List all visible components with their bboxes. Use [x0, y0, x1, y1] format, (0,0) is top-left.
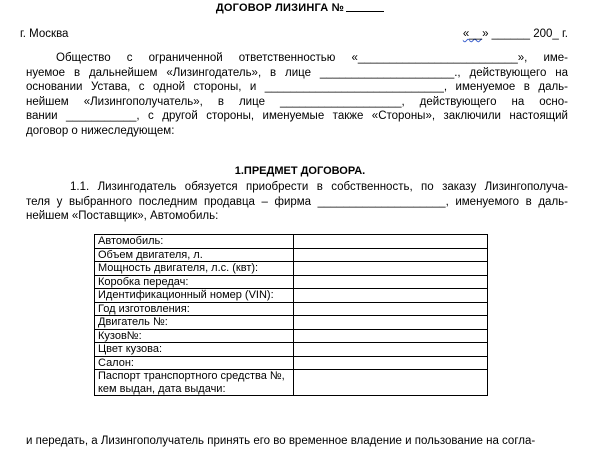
spec-value[interactable]: [294, 248, 488, 262]
spec-label: Год изготовления:: [95, 302, 294, 316]
clause-1-1: [26, 180, 568, 224]
spec-value[interactable]: [294, 316, 488, 330]
preamble-line: вании ___________, с другой стороны, именуемые также «Стороны», заключили настоящий: [26, 110, 568, 123]
section-1-heading: 1.ПРЕДМЕТ ДОГОВОРА.: [234, 165, 366, 177]
table-row: [95, 275, 488, 289]
preamble-line: нуемое в дальнейшем «Лизингодатель», в лице _____________________., действующего на: [26, 66, 568, 79]
spec-value[interactable]: [294, 235, 488, 249]
preamble-line: договор о нижеследующем:: [26, 124, 175, 137]
table-row: [95, 316, 488, 330]
spec-label: Автомобиль:: [95, 235, 294, 249]
spec-value[interactable]: [294, 289, 488, 303]
spec-label: Салон:: [95, 356, 294, 370]
spec-label: Цвет кузова:: [95, 343, 294, 357]
spec-value[interactable]: [294, 275, 488, 289]
preamble-paragraph: [26, 51, 568, 139]
table-row: [95, 329, 488, 343]
clause-line: теля у выбранного последним продавца – фирма ____________________, именуемого в даль-: [26, 195, 568, 208]
date-day-blank: «__: [462, 28, 483, 40]
table-row: [95, 235, 488, 249]
spec-value[interactable]: [294, 302, 488, 316]
spec-value[interactable]: [294, 370, 488, 396]
clause-line: 1.1. Лизингодатель обязуется приобрести в собственность, по заказу Лизингополуча-: [70, 181, 568, 193]
vehicle-spec-table: [94, 234, 488, 396]
table-row: [95, 370, 488, 396]
spec-label: Мощность двигателя, л.с. (квт):: [95, 262, 294, 276]
spec-value[interactable]: [294, 262, 488, 276]
preamble-line: нейшем «Лизингополучатель», в лице ___________________, действующего на осно-: [26, 95, 568, 108]
date-rest: » ______ 200_ г.: [482, 28, 568, 40]
preamble-line: основании Устава, с одной стороны, и ____________________________, именуемое в даль-: [26, 81, 568, 94]
preamble-line: Общество с ограниченной ответственностью «_________________________», име-: [56, 52, 568, 64]
spec-value[interactable]: [294, 356, 488, 370]
document-title: [0, 2, 600, 14]
clause-line: нейшем «Поставщик», Автомобиль:: [26, 210, 219, 223]
continuation-text: и передать, а Лизингополучатель принять его во временное владение и пользование на согла-: [26, 435, 536, 447]
table-row: [95, 356, 488, 370]
spec-label: Двигатель №:: [95, 316, 294, 330]
spec-label: Идентификационный номер (VIN):: [95, 289, 294, 303]
table-row: [95, 289, 488, 303]
table-row: [95, 302, 488, 316]
spec-value[interactable]: [294, 329, 488, 343]
city-label: г. Москва: [20, 28, 69, 40]
spec-label: Паспорт транспортного средства №, кем выдан, дата выдачи:: [95, 370, 294, 396]
table-row: [95, 262, 488, 276]
spec-label: Кузов№:: [95, 329, 294, 343]
spec-value[interactable]: [294, 343, 488, 357]
table-row: [95, 248, 488, 262]
spec-label: Коробка передач:: [95, 275, 294, 289]
contract-date: [463, 28, 568, 40]
spec-label: Объем двигателя, л.: [95, 248, 294, 262]
table-row: [95, 343, 488, 357]
contract-number-blank: [346, 2, 384, 12]
document-title-text: ДОГОВОР ЛИЗИНГА №: [215, 2, 345, 14]
